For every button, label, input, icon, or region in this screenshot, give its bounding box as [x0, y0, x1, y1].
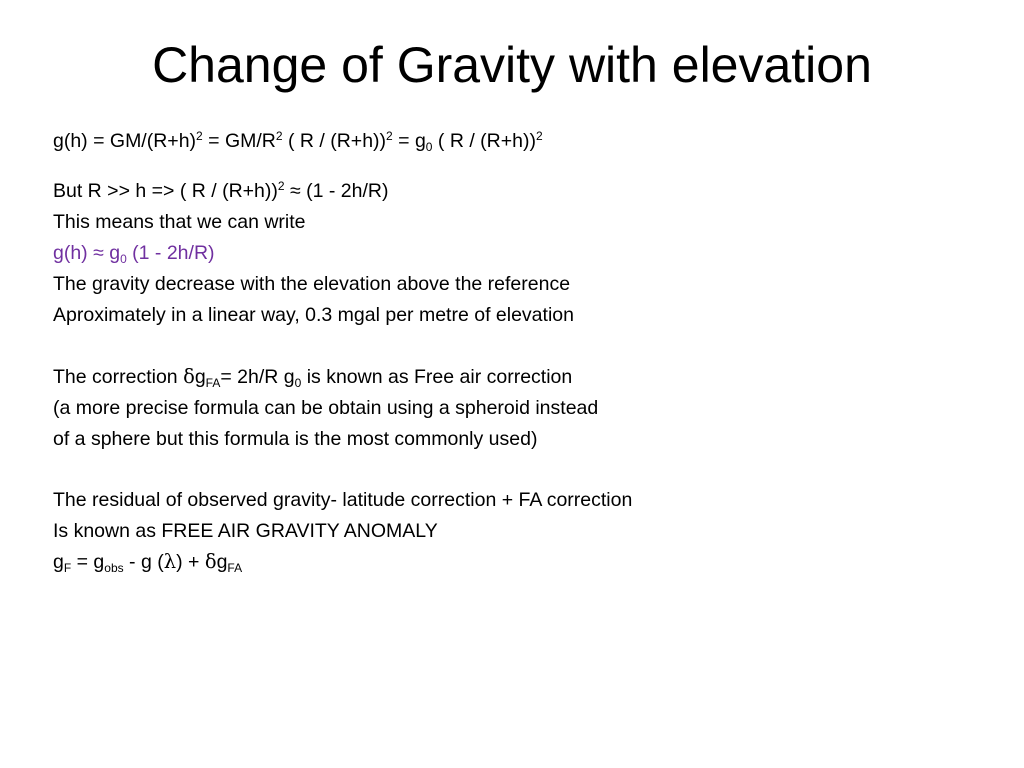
formula-part: g(h) = GM/(R+h) [53, 130, 197, 152]
sphere-line: of a sphere but this formula is the most commonly used) [53, 428, 538, 450]
delta-symbol: δ [204, 550, 217, 573]
anomaly-part: g [53, 551, 64, 573]
approx-exponent: 2 [277, 179, 285, 193]
formula-part: ( R / (R+h)) [282, 130, 387, 152]
approximation-line [53, 178, 388, 204]
gravity-formula [53, 128, 543, 154]
anomaly-part: g [216, 551, 228, 573]
correction-subscript: 0 [294, 376, 302, 390]
linear-line: Aproximately in a linear way, 0.3 mgal per metre of elevation [53, 304, 574, 326]
anomaly-formula [53, 549, 242, 575]
approx-part: But R >> h => ( R / (R+h)) [53, 180, 278, 202]
precise-line: (a more precise formula can be obtain using a spheroid instead [53, 397, 599, 419]
known-as-line: Is known as FREE AIR GRAVITY ANOMALY [53, 520, 438, 542]
approx-part: ≈ (1 - 2h/R) [284, 180, 389, 202]
correction-part: The correction [53, 366, 184, 388]
delta-symbol: δ [183, 365, 195, 388]
formula-subscript: 0 [425, 140, 433, 154]
anomaly-part: - g ( [123, 551, 164, 573]
means-line: This means that we can write [53, 211, 306, 233]
decrease-line: The gravity decrease with the elevation above the reference [53, 273, 571, 295]
anomaly-subscript: FA [227, 561, 243, 575]
correction-part: is known as Free air correction [301, 366, 573, 388]
lambda-symbol: λ [163, 550, 177, 573]
anomaly-subscript: F [63, 561, 72, 575]
correction-subscript: FA [205, 376, 221, 390]
anomaly-part: = g [71, 551, 105, 573]
anomaly-subscript: obs [104, 561, 124, 575]
formula-part: = GM/R [202, 130, 276, 152]
slide-title: Change of Gravity with elevation [152, 37, 872, 93]
linear-formula-part: (1 - 2h/R) [126, 242, 215, 264]
formula-part: ( R / (R+h)) [432, 130, 536, 152]
linear-formula [53, 240, 215, 266]
correction-part: g [194, 366, 206, 388]
residual-line: The residual of observed gravity- latitude correction + FA correction [53, 489, 633, 511]
formula-exponent: 2 [386, 129, 393, 143]
correction-part: = 2h/R g [220, 366, 295, 388]
anomaly-part: ) + [176, 551, 205, 573]
linear-formula-subscript: 0 [120, 252, 127, 266]
formula-exponent: 2 [275, 129, 283, 143]
linear-formula-part: g(h) ≈ g [53, 242, 121, 264]
correction-line [53, 364, 572, 390]
formula-exponent: 2 [535, 129, 543, 143]
formula-part: = g [392, 130, 426, 152]
formula-exponent: 2 [196, 129, 203, 143]
